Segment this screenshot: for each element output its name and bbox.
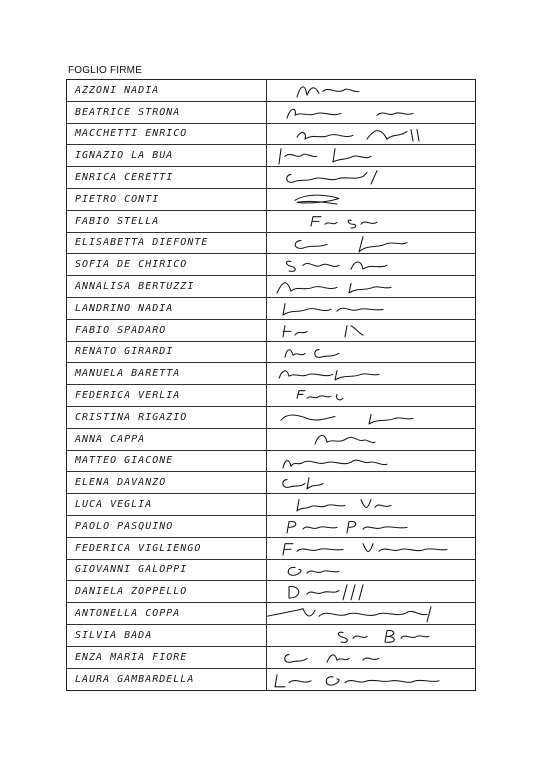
table-row xyxy=(67,494,475,516)
participant-name: MANUELA BARETTA xyxy=(67,363,267,384)
participant-name: ANNA CAPPA xyxy=(67,429,267,450)
table-row xyxy=(67,145,475,167)
table-row xyxy=(67,647,475,669)
table-row xyxy=(67,80,475,102)
table-row xyxy=(67,472,475,494)
handwritten-signature xyxy=(267,233,475,254)
participant-name: DANIELA ZOPPELLO xyxy=(67,581,267,602)
table-row xyxy=(67,102,475,124)
handwritten-signature xyxy=(267,167,475,188)
table-row xyxy=(67,603,475,625)
table-row xyxy=(67,451,475,473)
handwritten-signature xyxy=(267,451,475,472)
participant-name: ANNALISA BERTUZZI xyxy=(67,276,267,297)
handwritten-signature xyxy=(267,472,475,493)
participant-name: RENATO GIRARDI xyxy=(67,342,267,363)
participant-name: FABIO STELLA xyxy=(67,211,267,232)
table-row xyxy=(67,124,475,146)
table-row xyxy=(67,254,475,276)
handwritten-signature xyxy=(267,516,475,537)
handwritten-signature xyxy=(267,429,475,450)
handwritten-signature xyxy=(267,603,475,624)
table-row xyxy=(67,581,475,603)
handwritten-signature xyxy=(267,560,475,581)
handwritten-signature xyxy=(267,407,475,428)
table-row xyxy=(67,211,475,233)
table-row xyxy=(67,342,475,364)
handwritten-signature xyxy=(267,581,475,602)
table-row xyxy=(67,189,475,211)
participant-name: PAOLO PASQUINO xyxy=(67,516,267,537)
participant-name: BEATRICE STRONA xyxy=(67,102,267,123)
table-row xyxy=(67,363,475,385)
participant-name: ELENA DAVANZO xyxy=(67,472,267,493)
handwritten-signature xyxy=(267,625,475,646)
participant-name: LANDRINO NADIA xyxy=(67,298,267,319)
table-row xyxy=(67,516,475,538)
participant-name: CRISTINA RIGAZIO xyxy=(67,407,267,428)
table-row xyxy=(67,385,475,407)
handwritten-signature xyxy=(267,145,475,166)
table-row xyxy=(67,320,475,342)
handwritten-signature xyxy=(267,363,475,384)
participant-name: ENRICA CERETTI xyxy=(67,167,267,188)
participant-name: FABIO SPADARO xyxy=(67,320,267,341)
table-row xyxy=(67,538,475,560)
participant-name: PIETRO CONTI xyxy=(67,189,267,210)
participant-name: IGNAZIO LA BUA xyxy=(67,145,267,166)
handwritten-signature xyxy=(267,124,475,145)
handwritten-signature xyxy=(267,102,475,123)
table-row xyxy=(67,407,475,429)
participant-name: ELISABETTA DIEFONTE xyxy=(67,233,267,254)
participant-name: MATTEO GIACONE xyxy=(67,451,267,472)
participant-name: ENZA MARIA FIORE xyxy=(67,647,267,668)
participant-name: MACCHETTI ENRICO xyxy=(67,124,267,145)
participant-name: LUCA VEGLIA xyxy=(67,494,267,515)
handwritten-signature xyxy=(267,254,475,275)
participant-name: GIOVANNI GALOPPI xyxy=(67,560,267,581)
participant-name: AZZONI NADIA xyxy=(67,80,267,101)
handwritten-signature xyxy=(267,647,475,668)
participant-name: SILVIA BADA xyxy=(67,625,267,646)
participant-name: FEDERICA VIGLIENGO xyxy=(67,538,267,559)
handwritten-signature xyxy=(267,189,475,210)
handwritten-signature xyxy=(267,298,475,319)
participant-name: ANTONELLA COPPA xyxy=(67,603,267,624)
table-row xyxy=(67,233,475,255)
table-row xyxy=(67,560,475,582)
participant-name: LAURA GAMBARDELLA xyxy=(67,669,267,691)
handwritten-signature xyxy=(267,669,475,691)
table-row xyxy=(67,167,475,189)
table-row xyxy=(67,276,475,298)
table-row xyxy=(67,429,475,451)
handwritten-signature xyxy=(267,385,475,406)
table-row xyxy=(67,298,475,320)
sheet-title: FOGLIO FIRME xyxy=(68,65,143,76)
handwritten-signature xyxy=(267,320,475,341)
handwritten-signature xyxy=(267,211,475,232)
handwritten-signature xyxy=(267,80,475,101)
handwritten-signature xyxy=(267,276,475,297)
table-row xyxy=(67,669,475,691)
participant-name: SOFIA DE CHIRICO xyxy=(67,254,267,275)
handwritten-signature xyxy=(267,538,475,559)
handwritten-signature xyxy=(267,342,475,363)
participant-name: FEDERICA VERLIA xyxy=(67,385,267,406)
table-row xyxy=(67,625,475,647)
signature-table xyxy=(66,79,476,691)
handwritten-signature xyxy=(267,494,475,515)
